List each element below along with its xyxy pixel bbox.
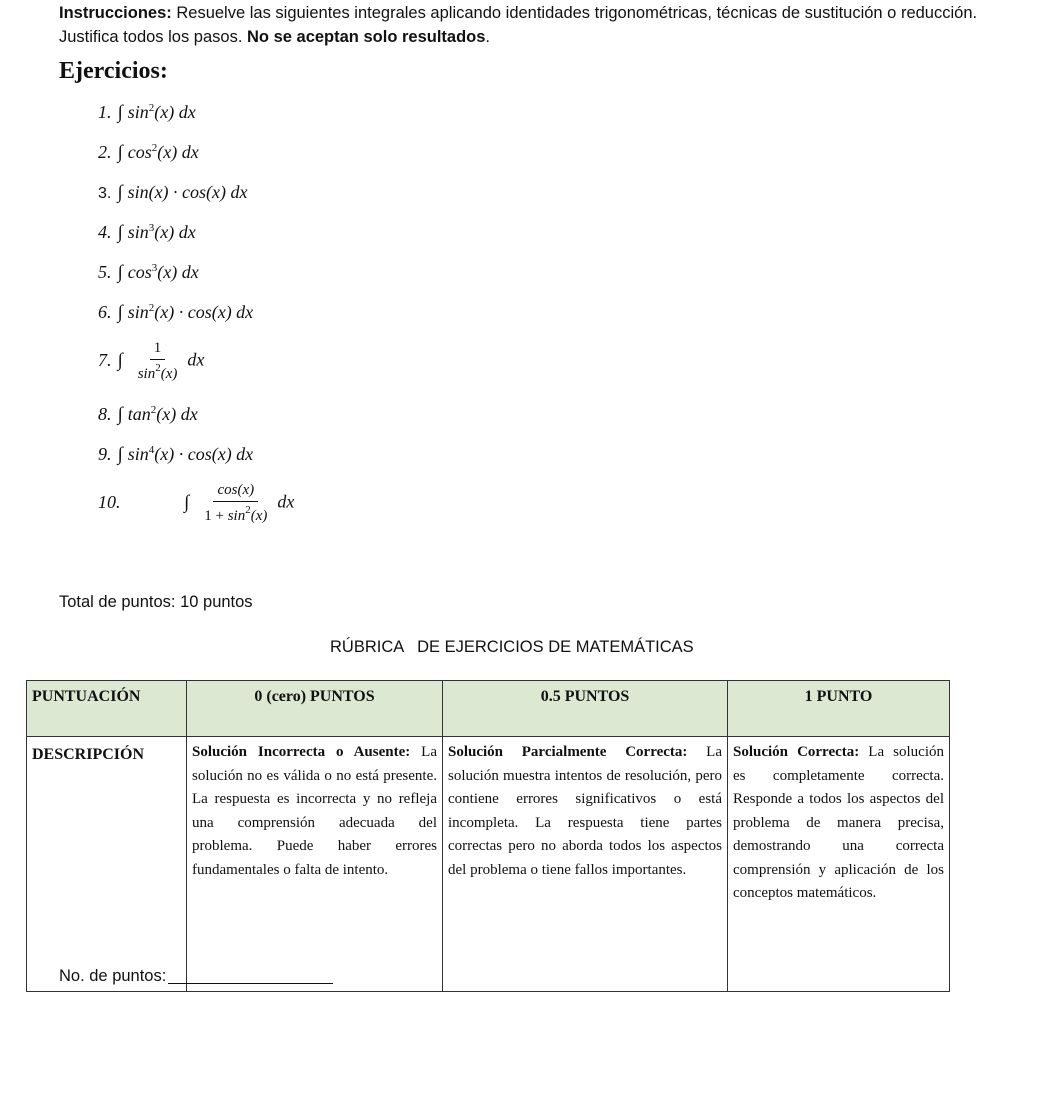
exercise-8: 8. ∫ $\tan^2(x)$ dx — [98, 404, 198, 425]
exercises-title: Ejercicios: — [59, 58, 168, 84]
exercise-7: 7. ∫ $\frac{1}{\sin^2(x)}$ dx — [98, 340, 205, 382]
exercise-3: 3. ∫ sin(x) · cos(x) dx — [98, 182, 248, 203]
exercise-10: 10. ∫ $\frac{\cos(x)}{1 + \sin^2(x)}$ dx — [98, 482, 295, 524]
header-1-punto: 1 PUNTO — [728, 681, 950, 737]
cell-0-puntos: Solución Incorrecta o Ausente: La solución no es válida o no está presente. La respuesta es incorrecta y no refleja una comprensión adecuada del problema. Puede haber errores fundamentales o falta de intento. — [187, 737, 443, 992]
exercise-4: 4. ∫ $\sin^3(x)$ dx — [98, 222, 196, 243]
points-label: No. de puntos: — [59, 967, 167, 985]
header-0-puntos: 0 (cero) PUNTOS — [187, 681, 443, 737]
points-blank-line[interactable] — [168, 967, 333, 984]
exercise-2: 2. ∫ $\cos^2(x)$ dx — [98, 142, 199, 163]
exercise-5: 5. ∫ $\cos^3(x)$ dx — [98, 262, 199, 283]
instructions-text: Resuelve las siguientes integrales aplicando identidades trigonométricas, técnicas de sustitución o reducción. Justifica todos los pasos. — [59, 4, 978, 46]
exercise-1: 1. ∫ $\sin^2(x)$ dx — [98, 102, 196, 123]
fraction: $\frac{\cos(x)}{1 + \sin^2(x)}$ — [204, 482, 268, 524]
rubric-description-row — [27, 737, 950, 992]
header-05-puntos: 0.5 PUNTOS — [443, 681, 728, 737]
cell-05-puntos: Solución Parcialmente Correcta: La solución muestra intentos de resolución, pero contiene errores significativos o está incompleta. La respuesta tiene partes correctas pero no aborda todos los aspectos del problema o tiene fallos importantes. — [443, 737, 728, 992]
cell-1-punto: Solución Correcta: La solución es completamente correcta. Responde a todos los aspectos del problema de manera precisa, demostrando una correcta comprensión y aplicación de los conceptos matemáticos. — [728, 737, 950, 992]
total-points: Total de puntos: 10 puntos — [59, 593, 253, 611]
row-label-descripcion: DESCRIPCIÓN — [27, 737, 187, 992]
exercise-9: 9. ∫ $\sin^4(x) \cdot \cos(x)$ dx — [98, 444, 254, 465]
instructions-paragraph — [59, 1, 979, 49]
rubric-header-row — [27, 681, 950, 737]
instructions-label: Instrucciones: — [59, 4, 172, 22]
points-field — [59, 967, 333, 986]
fraction: $\frac{1}{\sin^2(x)}$ — [137, 340, 178, 382]
exercise-6: 6. ∫ $\sin^2(x) \cdot \cos(x)$ dx — [98, 302, 254, 323]
header-puntuacion: PUNTUACIÓN — [27, 681, 187, 737]
rubric-table — [26, 680, 950, 992]
instructions-emphasis: No se aceptan solo resultados — [247, 28, 486, 46]
instructions-end: . — [485, 28, 491, 46]
rubric-title: RÚBRICA DE EJERCICIOS DE MATEMÁTICAS — [330, 638, 694, 656]
